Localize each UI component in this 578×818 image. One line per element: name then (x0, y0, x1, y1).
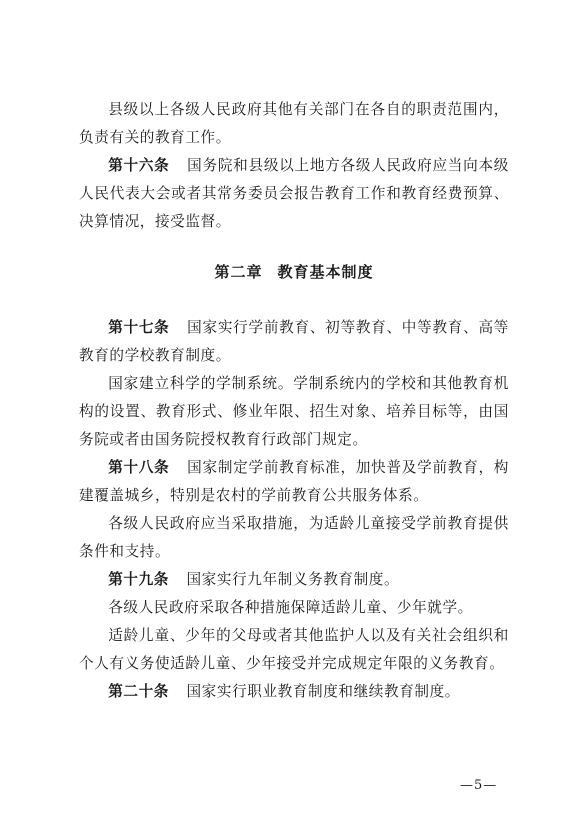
article-20 (79, 678, 509, 706)
paragraph (79, 370, 509, 454)
chapter-number: 第二章 (214, 263, 263, 281)
article-number: 第十九条 (108, 571, 169, 588)
chapter-title: 教育基本制度 (277, 263, 374, 281)
page-number: —5— (460, 778, 498, 793)
paragraph-text: 县级以上各级人民政府其他有关部门在各自的职责范围内，负责有关的教育工作。 (79, 101, 509, 146)
article-19 (79, 566, 509, 594)
article-number: 第十八条 (108, 459, 170, 476)
paragraph-text: 适龄儿童、少年的父母或者其他监护人以及有关社会组织和个人有义务使适龄儿童、少年接受并完成规定年限的义务教育。 (79, 627, 509, 672)
article-18 (79, 454, 509, 510)
paragraph (79, 510, 509, 566)
article-number: 第十七条 (108, 319, 170, 336)
article-16 (79, 152, 509, 236)
paragraph-text: 国家实行学前教育、初等教育、中等教育、高等教育的学校教育制度。 (79, 319, 509, 364)
chapter-heading (79, 258, 509, 286)
paragraph-text: 国家实行九年制义务教育制度。 (186, 571, 400, 588)
paragraph (79, 96, 509, 152)
article-17 (79, 314, 509, 370)
document-body (79, 96, 509, 706)
paragraph-text: 国家实行职业教育制度和继续教育制度。 (186, 683, 460, 700)
paragraph (79, 594, 509, 622)
paragraph-text: 各级人民政府应当采取措施，为适龄儿童接受学前教育提供条件和支持。 (79, 515, 509, 560)
paragraph-text: 国家制定学前教育标准，加快普及学前教育，构建覆盖城乡，特别是农村的学前教育公共服务体系。 (79, 459, 509, 504)
article-number: 第二十条 (108, 683, 169, 700)
paragraph-text: 各级人民政府采取各种措施保障适龄儿童、少年就学。 (108, 599, 473, 616)
paragraph-text: 国家建立科学的学制系统。学制系统内的学校和其他教育机构的设置、教育形式、修业年限、招生对象、培养目标等，由国务院或者由国务院授权教育行政部门规定。 (79, 375, 509, 448)
article-number: 第十六条 (108, 157, 170, 174)
paragraph-text: 国务院和县级以上地方各级人民政府应当向本级人民代表大会或者其常务委员会报告教育工作和教育经费预算、决算情况，接受监督。 (79, 157, 509, 230)
paragraph (79, 622, 509, 678)
